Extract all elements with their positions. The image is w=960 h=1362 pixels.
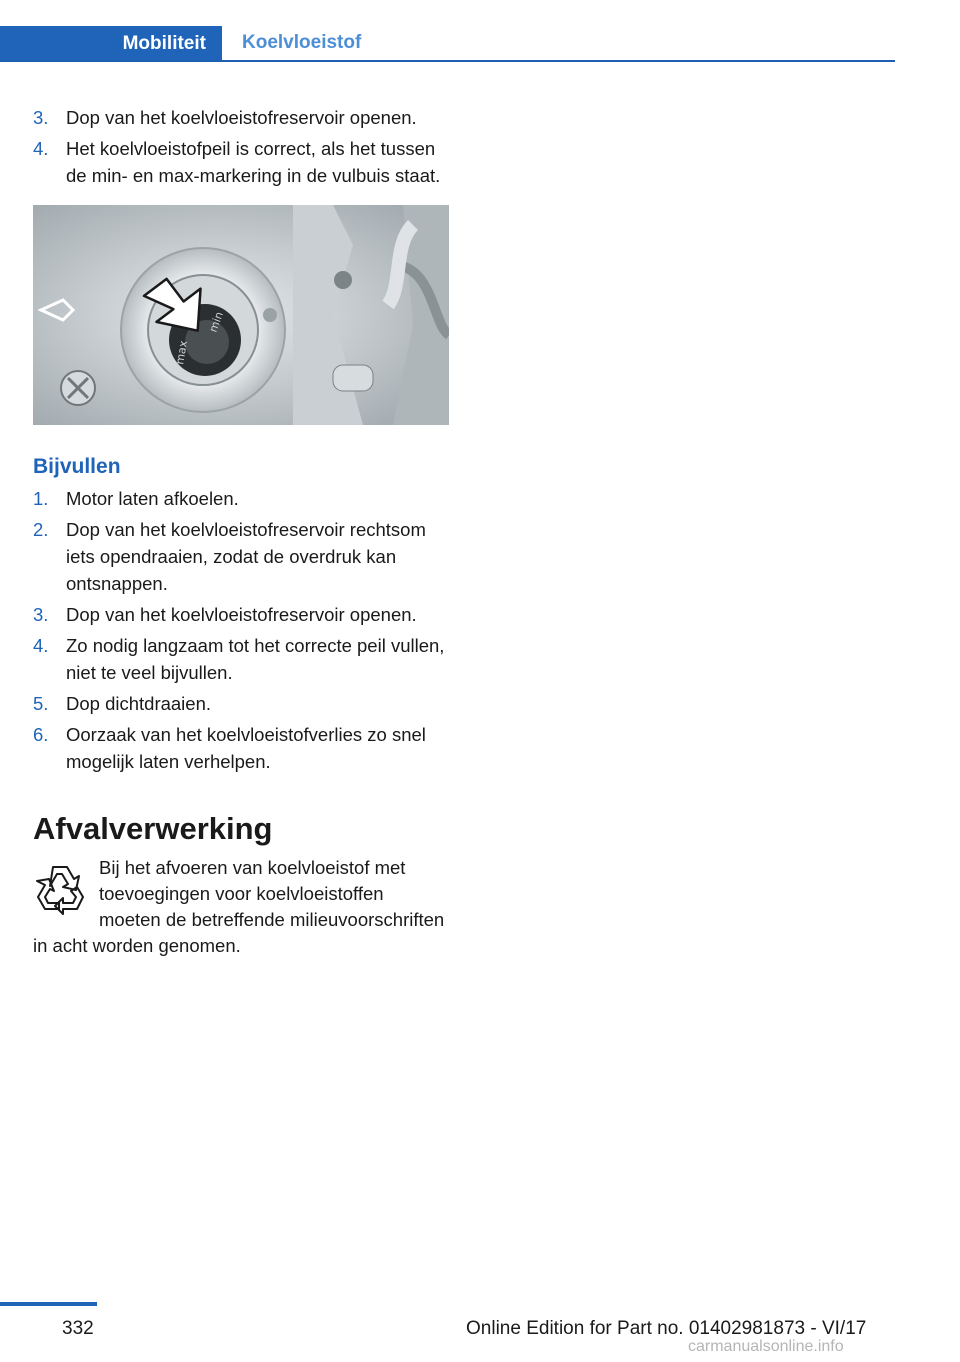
step-number: 3. — [33, 604, 49, 625]
header-divider — [0, 60, 895, 62]
list-item — [33, 632, 449, 686]
recycle-icon — [33, 861, 87, 917]
step-number: 6. — [33, 724, 49, 745]
list-item — [33, 104, 449, 131]
step-number: 5. — [33, 693, 49, 714]
section-tab: Koelvloeistof — [242, 32, 362, 53]
step-number: 3. — [33, 107, 49, 128]
page-number: 332 — [62, 1318, 94, 1339]
step-text: Dop van het koelvloeistofreservoir openen. — [66, 604, 417, 625]
step-text: Dop dichtdraaien. — [66, 693, 212, 714]
list-item — [33, 601, 449, 628]
disposal-paragraph — [33, 855, 449, 959]
disposal-text: Bij het afvoeren van koelvloeistof met toevoegingen voor koelvloeistoffen moeten de betreffende milieuvoorschriften in acht worden genomen. — [33, 857, 445, 956]
step-text: Dop van het koelvloeistofreservoir rechtsom iets opendraaien, zodat de overdruk kan ontsnappen. — [66, 519, 426, 594]
step-number: 2. — [33, 519, 49, 540]
step-text: Zo nodig langzaam tot het correcte peil vullen, niet te veel bijvullen. — [66, 635, 445, 683]
coolant-reservoir-photo — [33, 205, 449, 425]
edition-note: Online Edition for Part no. 01402981873 - VI/17 — [466, 1318, 867, 1339]
max-mark-label: max — [173, 339, 191, 366]
list-item — [33, 485, 449, 512]
step-number: 4. — [33, 138, 49, 159]
min-mark-label: min — [206, 310, 226, 335]
refill-steps-list — [33, 485, 449, 775]
check-steps-list — [33, 104, 449, 189]
watermark: carmanualsonline.info — [688, 1338, 844, 1355]
list-item — [33, 721, 449, 775]
page-header — [0, 26, 895, 62]
refill-heading: Bijvullen — [33, 455, 121, 478]
list-item — [33, 516, 449, 597]
step-text: Het koelvloeistofpeil is correct, als het tussen de min- en max-markering in de vulbuis staat. — [66, 138, 441, 186]
list-item — [33, 690, 449, 717]
step-text: Motor laten afkoelen. — [66, 488, 239, 509]
list-item — [33, 135, 449, 189]
disposal-heading: Afvalverwerking — [33, 811, 273, 846]
chapter-tab: Mobiliteit — [0, 26, 222, 62]
step-text: Dop van het koelvloeistofreservoir openen. — [66, 107, 417, 128]
step-number: 1. — [33, 488, 49, 509]
footer-divider — [0, 1302, 97, 1306]
step-text: Oorzaak van het koelvloeistofverlies zo snel mogelijk laten verhelpen. — [66, 724, 426, 772]
main-content — [33, 104, 449, 959]
step-number: 4. — [33, 635, 49, 656]
